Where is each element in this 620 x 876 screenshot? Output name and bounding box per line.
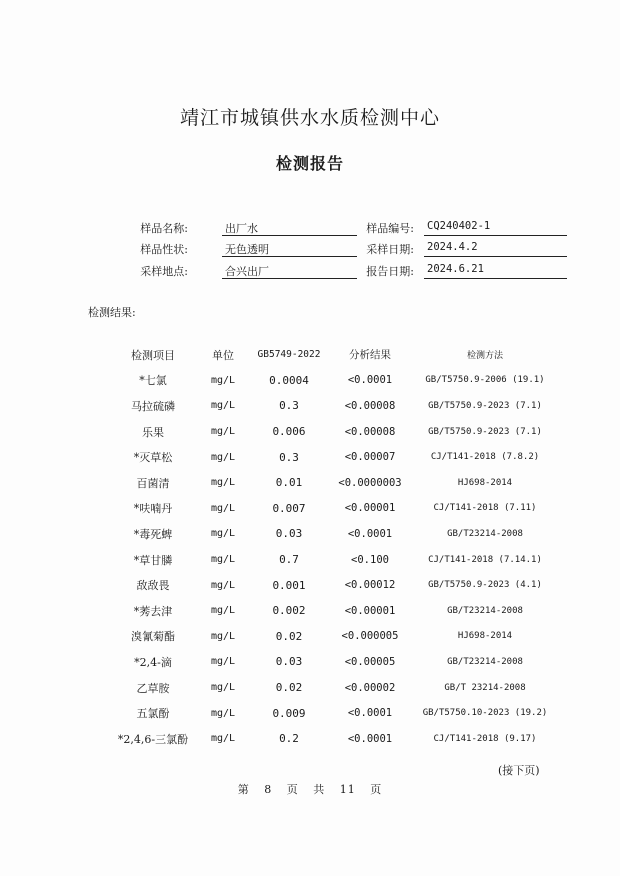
info-row-2 xyxy=(0,241,620,261)
cell-unit: mg/L xyxy=(210,451,236,463)
cell-result: <0.0001 xyxy=(347,374,393,387)
cell-unit: mg/L xyxy=(210,528,236,540)
cell-item: 百菌清 xyxy=(136,476,170,490)
cell-unit: mg/L xyxy=(210,605,236,617)
footer-page-suffix: 页 xyxy=(286,783,299,796)
cell-standard: 0.009 xyxy=(272,706,306,720)
cell-method: GB/T5750.9-2023 (7.1) xyxy=(428,426,542,437)
cell-item: *莠去津 xyxy=(133,604,173,618)
cell-item: 马拉硫磷 xyxy=(131,399,175,413)
cell-method: GB/T5750.9-2023 (7.1) xyxy=(428,400,542,411)
table-row xyxy=(108,419,560,445)
sample-name-label: 样品名称: xyxy=(140,222,188,235)
cell-standard: 0.007 xyxy=(272,501,306,515)
cell-result: <0.00012 xyxy=(344,579,396,592)
cell-result: <0.100 xyxy=(351,553,389,566)
cell-item: 乐果 xyxy=(142,425,164,439)
cell-method: HJ698-2014 xyxy=(457,631,513,642)
table-row xyxy=(108,547,560,573)
table-row xyxy=(108,444,560,470)
cell-standard: 0.03 xyxy=(275,527,303,541)
cell-result: <0.0001 xyxy=(347,707,393,720)
cell-item: *2,4-滴 xyxy=(134,655,172,669)
table-row xyxy=(108,470,560,496)
cell-item: *2,4,6-三氯酚 xyxy=(117,732,189,746)
table-row xyxy=(108,393,560,419)
cell-result: <0.00007 xyxy=(344,451,396,464)
header-standard: GB5749-2022 xyxy=(257,349,321,361)
footer-total-suffix: 页 xyxy=(370,783,383,796)
table-row xyxy=(108,598,560,624)
sample-name-value: 出厂水 xyxy=(222,220,357,236)
results-label: 检测结果: xyxy=(88,306,136,319)
cell-item: 溴氰菊酯 xyxy=(131,630,175,644)
cell-result: <0.0001 xyxy=(347,527,393,540)
cell-standard: 0.7 xyxy=(279,553,299,567)
cell-method: GB/T23214-2008 xyxy=(447,528,523,539)
cell-item: 五氯酚 xyxy=(136,707,170,721)
footer-total-pages: 11 xyxy=(339,783,356,796)
cell-method: GB/T23214-2008 xyxy=(447,605,523,616)
table-header-row xyxy=(108,342,560,368)
cell-item: *七氯 xyxy=(139,374,167,388)
cell-result: <0.00001 xyxy=(344,502,396,515)
sample-code-label: 样品编号: xyxy=(366,222,414,235)
cell-standard: 0.03 xyxy=(275,655,303,669)
footer-page-prefix: 第 xyxy=(237,783,250,796)
cell-result: <0.00008 xyxy=(344,425,396,438)
table-row xyxy=(108,624,560,650)
table-row xyxy=(108,368,560,394)
cell-unit: mg/L xyxy=(210,426,236,438)
table-row xyxy=(108,675,560,701)
organization-name: 靖江市城镇供水水质检测中心 xyxy=(179,107,440,129)
cell-standard: 0.3 xyxy=(279,399,299,413)
cell-unit: mg/L xyxy=(210,579,236,591)
table-row xyxy=(108,726,560,752)
sample-location-label: 采样地点: xyxy=(140,265,188,278)
cell-method: CJ/T141-2018 (7.11) xyxy=(433,503,537,514)
cell-standard: 0.0004 xyxy=(269,373,309,387)
table-row xyxy=(108,496,560,522)
cell-unit: mg/L xyxy=(210,374,236,386)
cell-result: <0.0001 xyxy=(347,732,393,745)
cell-method: HJ698-2014 xyxy=(457,477,513,488)
footer-page-number: 8 xyxy=(264,783,273,796)
cell-method: GB/T23214-2008 xyxy=(447,656,523,667)
cell-result: <0.00008 xyxy=(344,399,396,412)
info-row-1 xyxy=(0,220,620,240)
cell-standard: 0.01 xyxy=(275,476,303,490)
cell-method: GB/T5750.10-2023 (19.2) xyxy=(422,708,548,719)
cell-result: <0.00005 xyxy=(344,655,396,668)
cell-unit: mg/L xyxy=(210,630,236,642)
sample-state-value: 无色透明 xyxy=(222,241,357,257)
sample-location-value: 合兴出厂 xyxy=(222,263,357,279)
cell-standard: 0.2 xyxy=(279,732,299,746)
cell-method: GB/T5750.9-2023 (4.1) xyxy=(428,580,542,591)
cell-method: CJ/T141-2018 (9.17) xyxy=(433,733,537,744)
cell-standard: 0.3 xyxy=(279,450,299,464)
cell-unit: mg/L xyxy=(210,656,236,668)
report-date-value: 2024.6.21 xyxy=(424,263,567,279)
cell-item: *毒死蜱 xyxy=(133,527,173,541)
cell-standard: 0.002 xyxy=(272,604,306,618)
cell-method: GB/T 23214-2008 xyxy=(444,682,526,693)
footer-total-prefix: 共 xyxy=(313,783,326,796)
table-row xyxy=(108,572,560,598)
sample-date-value: 2024.4.2 xyxy=(424,241,567,257)
results-table xyxy=(108,342,560,752)
cell-method: CJ/T141-2018 (7.14.1) xyxy=(428,554,542,565)
cell-item: 敌敌畏 xyxy=(136,579,170,593)
table-row xyxy=(108,700,560,726)
header-item: 检测项目 xyxy=(131,348,175,362)
cell-item: *呋喃丹 xyxy=(133,502,173,516)
cell-standard: 0.001 xyxy=(272,578,306,592)
cell-item: *草甘膦 xyxy=(133,553,173,567)
cell-standard: 0.02 xyxy=(275,681,303,695)
cell-unit: mg/L xyxy=(210,733,236,745)
cell-result: <0.00002 xyxy=(344,681,396,694)
cell-unit: mg/L xyxy=(210,400,236,412)
page-footer xyxy=(0,781,620,797)
cell-result: <0.0000003 xyxy=(338,476,402,489)
sample-code-value: CQ240402-1 xyxy=(424,220,567,236)
cell-standard: 0.02 xyxy=(275,629,303,643)
cell-unit: mg/L xyxy=(210,707,236,719)
continued-note: (接下页) xyxy=(498,764,540,777)
cell-unit: mg/L xyxy=(210,502,236,514)
report-title: 检测报告 xyxy=(275,154,344,173)
cell-result: <0.000005 xyxy=(341,630,399,643)
header-result: 分析结果 xyxy=(349,349,391,362)
header-unit: 单位 xyxy=(212,348,234,362)
cell-item: *灭草松 xyxy=(133,451,173,465)
cell-standard: 0.006 xyxy=(272,425,306,439)
cell-method: GB/T5750.9-2006 (19.1) xyxy=(425,375,545,386)
cell-unit: mg/L xyxy=(210,682,236,694)
cell-item: 乙草胺 xyxy=(136,681,170,695)
table-row xyxy=(108,649,560,675)
sample-state-label: 样品性状: xyxy=(140,243,188,256)
cell-method: CJ/T141-2018 (7.8.2) xyxy=(430,452,540,463)
report-date-label: 报告日期: xyxy=(366,265,414,278)
table-row xyxy=(108,521,560,547)
sample-date-label: 采样日期: xyxy=(366,243,414,256)
info-row-3 xyxy=(0,263,620,283)
cell-unit: mg/L xyxy=(210,477,236,489)
cell-result: <0.00001 xyxy=(344,604,396,617)
header-method: 检测方法 xyxy=(466,351,503,362)
cell-unit: mg/L xyxy=(210,554,236,566)
